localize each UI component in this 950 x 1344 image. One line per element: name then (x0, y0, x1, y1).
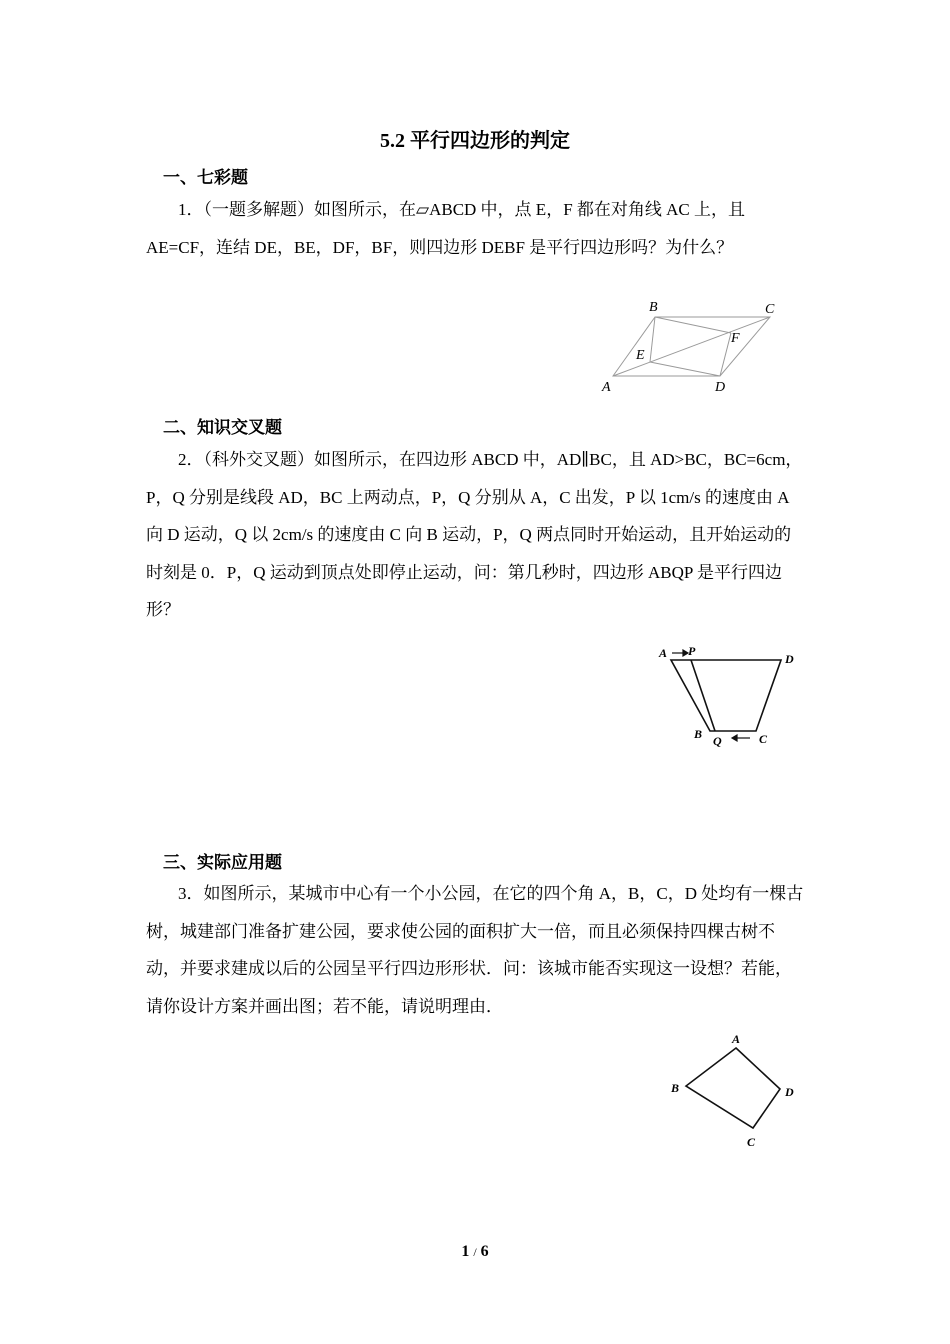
label-a: A (659, 646, 668, 660)
label-e: E (636, 348, 645, 363)
label-c: C (765, 302, 775, 317)
problem-3 (146, 875, 808, 1025)
label-a: A (732, 1032, 741, 1046)
problem-3-text: 如图所示，某城市中心有一个小公园，在它的四个角 A，B，C，D 处均有一棵古树，城建部门准备扩建公园，要求使公园的面积扩大一倍，而且必须保持四棵古树不动，并要求建成以后的公园呈平行四边形形状．问：该城市能否实现这一设想？若能，请你设计方案并画出图；若不能，请说明理由． (146, 884, 804, 1016)
label-c: C (759, 732, 768, 746)
figure-quadrilateral (665, 1030, 805, 1155)
section-heading-2: 二、知识交叉题 (163, 418, 282, 438)
figure-trapezoid (655, 642, 815, 752)
page-number (0, 1243, 950, 1261)
problem-2-text: （科外交叉题）如图所示，在四边形 ABCD 中，AD∥BC，且 AD>BC，BC=6cm，P，Q 分别是线段 AD，BC 上两动点，P，Q 分别从 A，C 出发，P 以 1cm/s 的速度由 A 向 D 运动，Q 以 2cm/s 的速度由 C 向 B 运动，P，Q 两点同时开始运动，且开始运动的时刻是 0．P，Q 运动到顶点处即停止运动，问：第几秒时，四边形 ABQP 是平行四边形？ (146, 450, 803, 619)
label-b: B (671, 1081, 680, 1095)
segment-de (650, 362, 720, 376)
problem-2-number: 2． (178, 450, 204, 469)
segment-bf (655, 317, 731, 333)
arrow-c-to-q-head (732, 735, 737, 741)
label-b: B (649, 300, 658, 315)
diagonal-ac (613, 317, 770, 376)
label-a: A (602, 380, 611, 395)
label-f: F (731, 331, 740, 346)
label-c: C (747, 1135, 756, 1149)
section-heading-1: 一、七彩题 (163, 168, 248, 188)
label-d: D (715, 380, 726, 395)
page-current: 1 (461, 1243, 470, 1260)
label-b: B (694, 727, 703, 741)
label-d: D (785, 1085, 794, 1099)
label-q: Q (713, 734, 722, 748)
page-title: 5.2 平行四边形的判定 (380, 130, 570, 152)
figure-parallelogram (595, 295, 785, 395)
problem-1-number: 1． (178, 200, 204, 219)
segment-pq (691, 660, 715, 731)
section-heading-3: 三、实际应用题 (163, 853, 282, 873)
problem-1-text: （一题多解题）如图所示，在▱ABCD 中，点 E，F 都在对角线 AC 上，且 AE=CF，连结 DE，BE，DF，BF，则四边形 DEBF 是平行四边形吗？为什么？ (146, 200, 746, 257)
problem-1 (146, 191, 808, 266)
page-total: 6 (480, 1243, 489, 1260)
label-d: D (785, 652, 794, 666)
problem-3-number: 3． (178, 884, 204, 903)
quadrilateral-abcd (686, 1048, 780, 1128)
label-p: P (688, 644, 696, 658)
page-separator: / (473, 1245, 477, 1259)
trapezoid-abcd (671, 660, 781, 731)
problem-2 (146, 441, 808, 629)
